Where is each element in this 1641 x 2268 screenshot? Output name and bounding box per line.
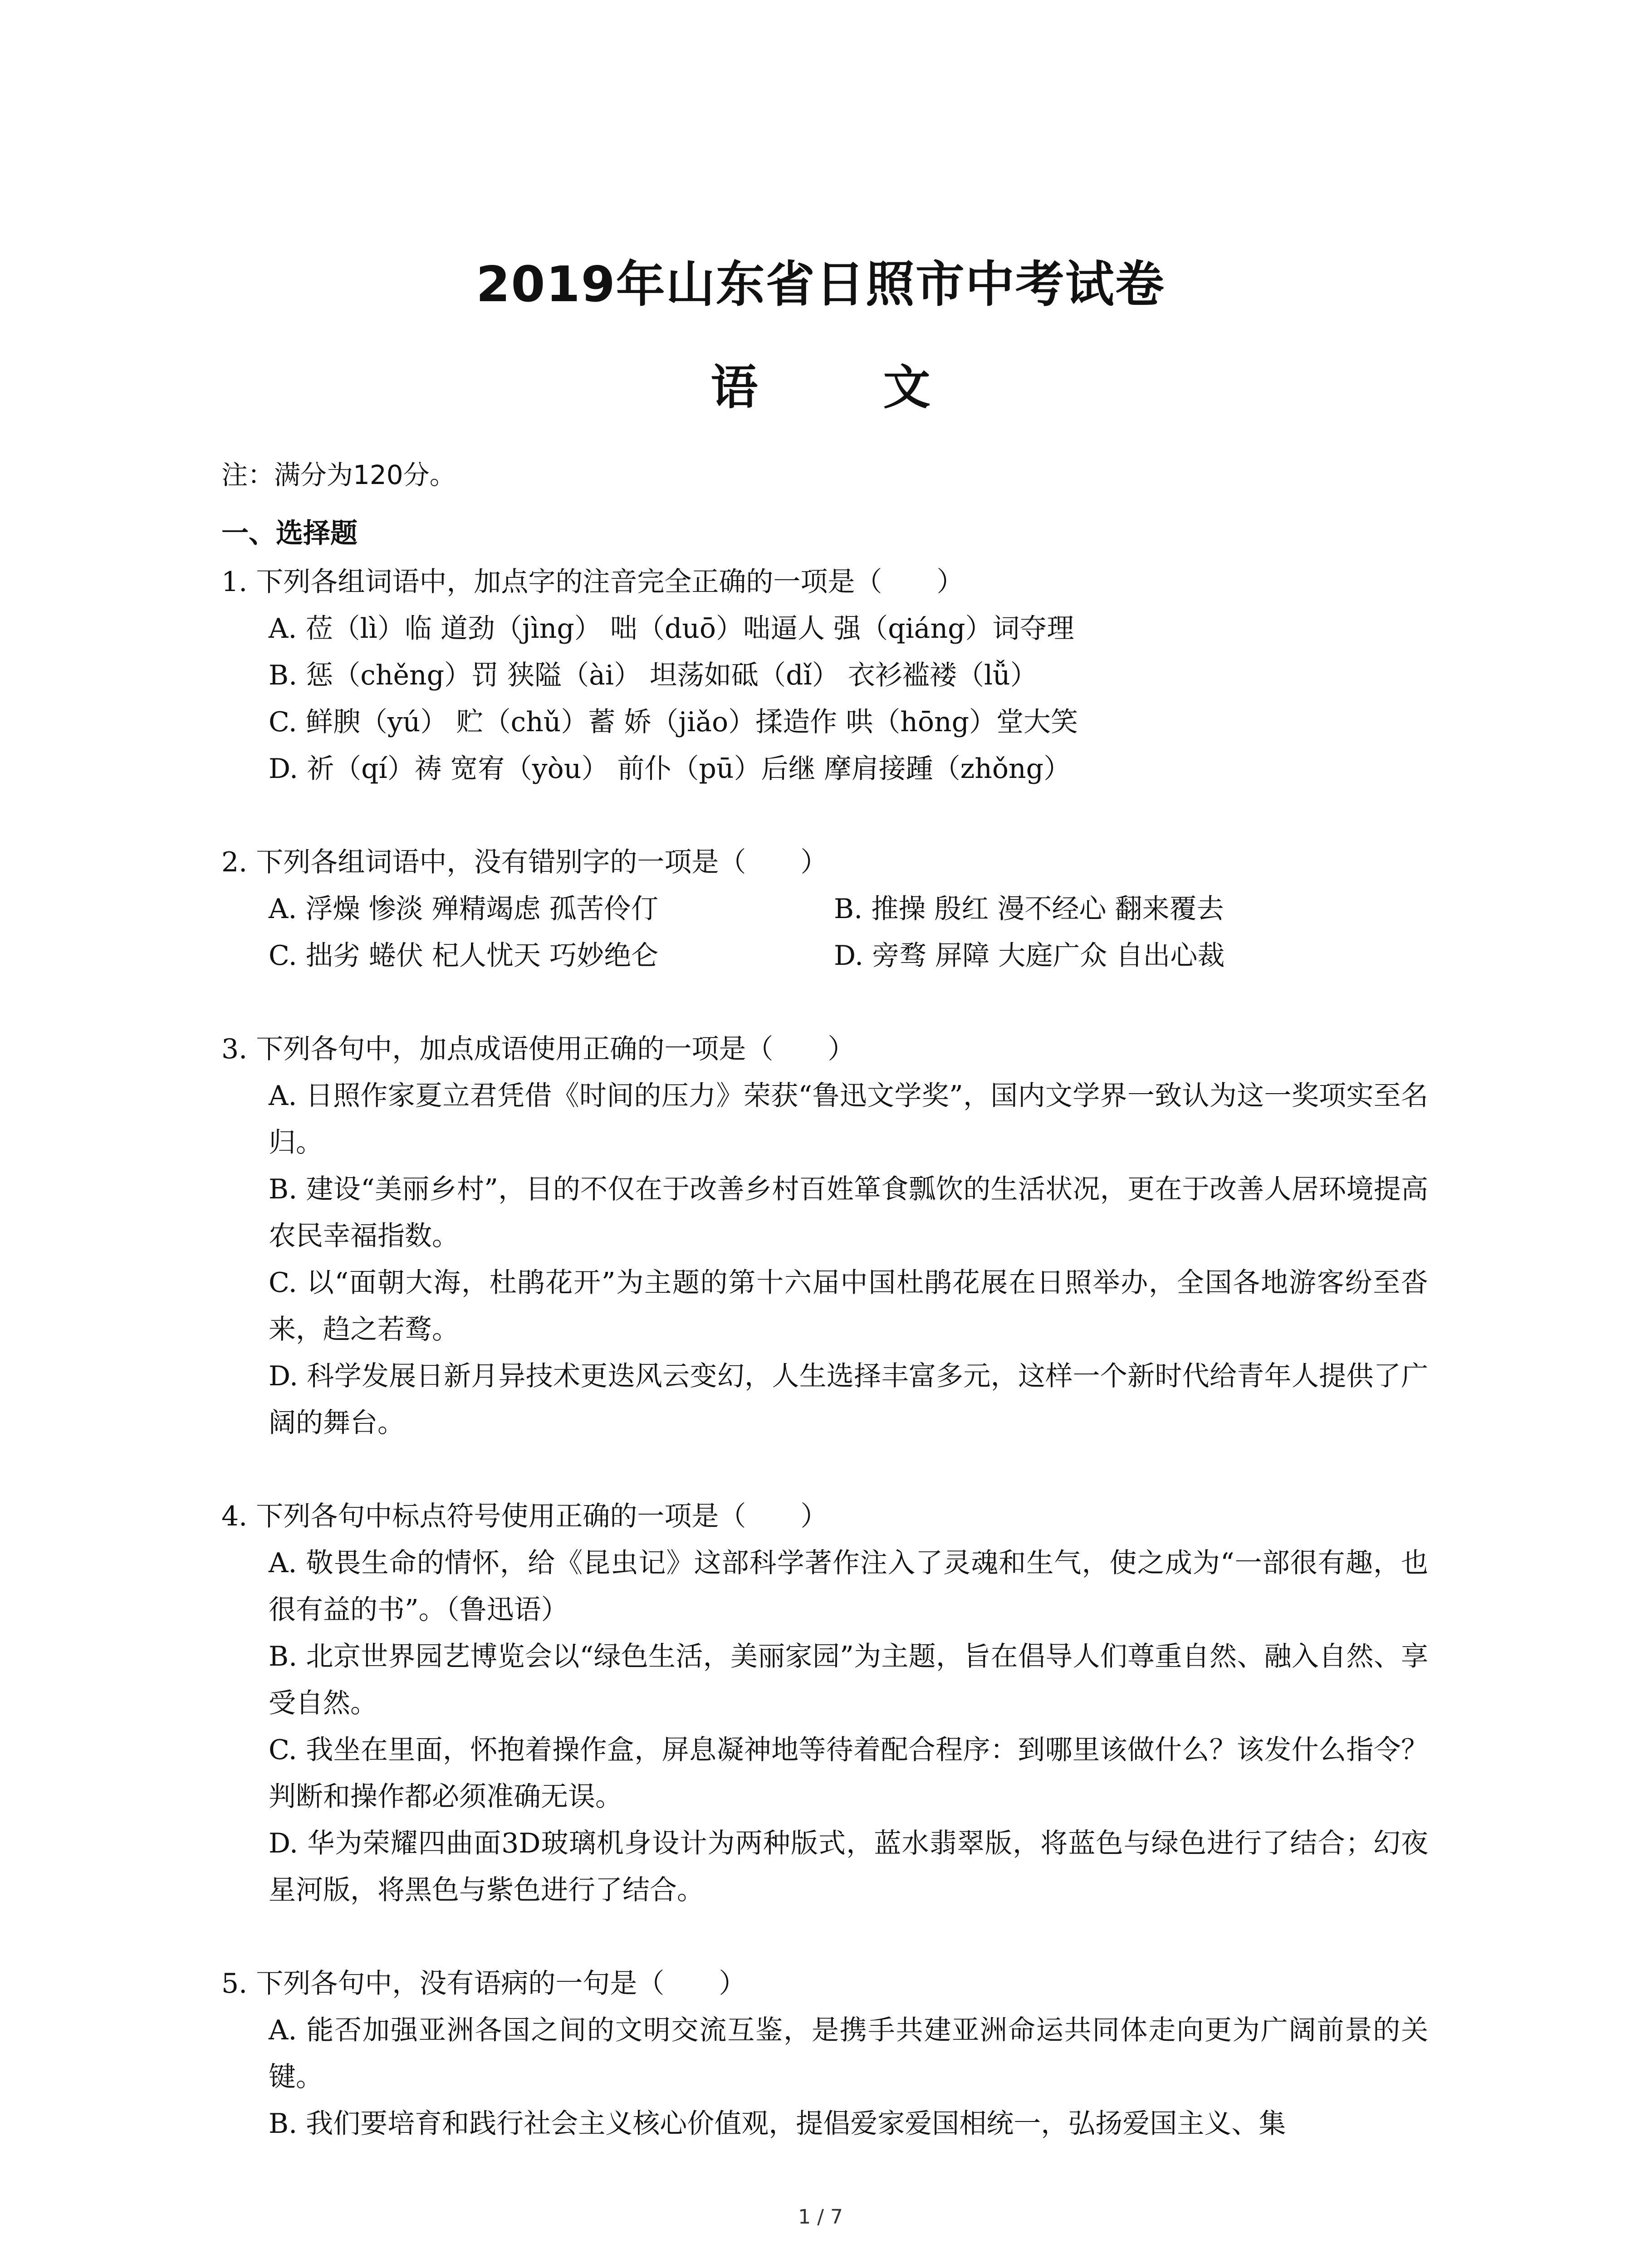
option-d: D. 祈（qí）祷 宽宥（yòu） 前仆（pū）后继 摩肩接踵（zhǒng） xyxy=(269,753,1071,785)
page-number: 1 / 7 xyxy=(798,2205,843,2229)
subject-title: 语 文 xyxy=(710,360,985,415)
option-a: A. 浮燥 惨淡 殚精竭虑 孤苦伶仃 xyxy=(269,893,658,925)
option-b: B. 我们要培育和践行社会主义核心价值观，提倡爱家爱国相统一，弘扬爱国主义、集 xyxy=(269,2108,1286,2140)
question-stem: 1. 下列各组词语中，加点字的注音完全正确的一项是（ ） xyxy=(221,566,964,598)
option-b: B. 推操 殷红 漫不经心 翻来覆去 xyxy=(834,893,1224,925)
question-stem: 3. 下列各句中，加点成语使用正确的一项是（ ） xyxy=(221,1033,855,1065)
option-d: D. 旁骛 屏障 大庭广众 自出心裁 xyxy=(834,940,1225,972)
option-b: B. 建设“美丽乡村”，目的不仅在于改善乡村百姓箪食瓢饮的生活状况，更在于改善人居环境提高农民幸福指数。 xyxy=(269,1173,1428,1252)
question-stem: 5. 下列各句中，没有语病的一句是（ ） xyxy=(221,1968,746,1999)
option-b: B. 惩（chěng）罚 狭隘（ài） 坦荡如砥（dǐ） 衣衫褴褛（lǚ） xyxy=(269,660,1038,691)
option-c: C. 拙劣 蜷伏 杞人忧天 巧妙绝仑 xyxy=(269,940,659,972)
question-3 xyxy=(221,1026,1428,1447)
question-stem: 2. 下列各组词语中，没有错别字的一项是（ ） xyxy=(221,846,828,878)
question-2 xyxy=(221,839,1428,979)
option-a: A. 能否加强亚洲各国之间的文明交流互鉴，是携手共建亚洲命运共同体走向更为广阔前景的关键。 xyxy=(269,2014,1428,2093)
option-a: A. 敬畏生命的情怀，给《昆虫记》这部科学著作注入了灵魂和生气，使之成为“一部很有趣，也很有益的书”。（鲁迅语） xyxy=(269,1547,1428,1626)
option-a: A. 日照作家夏立君凭借《时间的压力》荣获“鲁迅文学奖”，国内文学界一致认为这一奖项实至名归。 xyxy=(269,1080,1428,1158)
question-1 xyxy=(221,559,1428,792)
question-stem: 4. 下列各句中标点符号使用正确的一项是（ ） xyxy=(221,1501,828,1532)
option-d: D. 科学发展日新月异技术更迭风云变幻，人生选择丰富多元，这样一个新时代给青年人提供了广阔的舞台。 xyxy=(269,1360,1428,1439)
section-heading: 一、选择题 xyxy=(221,518,358,549)
questions-body xyxy=(221,559,1428,2194)
option-c: C. 以“面朝大海，杜鹃花开”为主题的第十六届中国杜鹃花展在日照举办，全国各地游客纷至沓来，趋之若鹜。 xyxy=(269,1267,1428,1345)
option-c: C. 我坐在里面，怀抱着操作盒，屏息凝神地等待着配合程序：到哪里该做什么？该发什么指令？判断和操作都必须准确无误。 xyxy=(269,1734,1428,1813)
option-c: C. 鲜腴（yú） 贮（chǔ）蓄 娇（jiǎo）揉造作 哄（hōng）堂大笑 xyxy=(269,706,1078,738)
question-5 xyxy=(221,1960,1428,2147)
option-d: D. 华为荣耀四曲面3D玻璃机身设计为两种版式，蓝水翡翠版，将蓝色与绿色进行了结合；幻夜星河版，将黑色与紫色进行了结合。 xyxy=(269,1828,1428,1906)
score-note: 注：满分为120分。 xyxy=(221,459,456,490)
question-4 xyxy=(221,1493,1428,1914)
page-title: 2019年山东省日照市中考试卷 xyxy=(476,256,1165,313)
option-a: A. 莅（lì）临 道劲（jìng） 咄（duō）咄逼人 强（qiáng）词夺理 xyxy=(269,613,1074,645)
options-grid xyxy=(221,886,1428,979)
option-b: B. 北京世界园艺博览会以“绿色生活，美丽家园”为主题，旨在倡导人们尊重自然、融入自然、享受自然。 xyxy=(269,1641,1428,1719)
